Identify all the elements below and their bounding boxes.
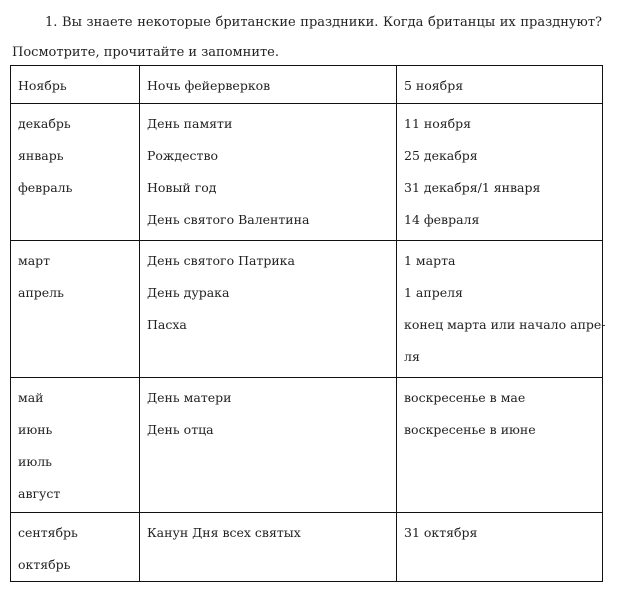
cell-months xyxy=(11,104,140,241)
holidays-table xyxy=(10,65,606,582)
month-text: Ноябрь xyxy=(18,78,67,93)
month-text: апрель xyxy=(18,285,64,300)
month-text: июнь xyxy=(18,422,53,437)
date-text: конец марта или начало апре- xyxy=(404,317,606,332)
cell-holidays xyxy=(140,378,397,513)
date-text: 25 декабря xyxy=(404,148,478,163)
date-text: 31 декабря/1 января xyxy=(404,180,541,195)
date-text: воскресенье в июне xyxy=(404,422,536,437)
cell-holidays xyxy=(140,66,397,104)
cell-months xyxy=(11,241,140,378)
cell-dates xyxy=(397,513,603,582)
month-text: январь xyxy=(18,148,64,163)
table-row xyxy=(11,241,603,378)
holiday-text: День святого Патрика xyxy=(147,253,295,268)
holiday-text: День дурака xyxy=(147,285,230,300)
holiday-text: Новый год xyxy=(147,180,217,195)
table-row xyxy=(11,378,603,513)
cell-months xyxy=(11,66,140,104)
holiday-text: Ночь фейерверков xyxy=(147,78,271,93)
date-text: 1 апреля xyxy=(404,285,463,300)
month-text: февраль xyxy=(18,180,73,195)
holiday-text: День матери xyxy=(147,390,232,405)
holiday-text: День памяти xyxy=(147,116,233,131)
holiday-text: День святого Валентина xyxy=(147,212,310,227)
cell-months xyxy=(11,513,140,582)
task-number: 1. xyxy=(45,15,58,30)
task-instruction xyxy=(12,8,602,68)
cell-holidays xyxy=(140,241,397,378)
month-text: март xyxy=(18,253,51,268)
date-text: воскресенье в мае xyxy=(404,390,526,405)
table-row xyxy=(11,66,603,104)
holiday-text: Канун Дня всех святых xyxy=(147,525,301,540)
holiday-text: Рождество xyxy=(147,148,219,163)
date-text: 1 марта xyxy=(404,253,456,268)
cell-dates xyxy=(397,104,603,241)
month-text: август xyxy=(18,486,61,501)
holiday-text: День отца xyxy=(147,422,214,437)
month-text: декабрь xyxy=(18,116,71,131)
date-text: 31 октября xyxy=(404,525,478,540)
date-text: 14 февраля xyxy=(404,212,480,227)
table-row xyxy=(11,513,603,582)
month-text: май xyxy=(18,390,44,405)
month-text: сентябрь xyxy=(18,525,78,540)
cell-holidays xyxy=(140,104,397,241)
holiday-text: Пасха xyxy=(147,317,187,332)
date-text: 11 ноября xyxy=(404,116,472,131)
table-row xyxy=(11,104,603,241)
cell-holidays xyxy=(140,513,397,582)
cell-dates xyxy=(397,241,606,378)
month-text: июль xyxy=(18,454,52,469)
cell-months xyxy=(11,378,140,513)
task-text: Вы знаете некоторые британские праздники. Когда британцы их празднуют? Посмотрите, прочитайте и запомните. xyxy=(12,15,602,60)
date-text: ля xyxy=(404,349,420,364)
cell-dates xyxy=(397,378,603,513)
month-text: октябрь xyxy=(18,557,71,572)
cell-dates xyxy=(397,66,603,104)
date-text: 5 ноября xyxy=(404,78,464,93)
